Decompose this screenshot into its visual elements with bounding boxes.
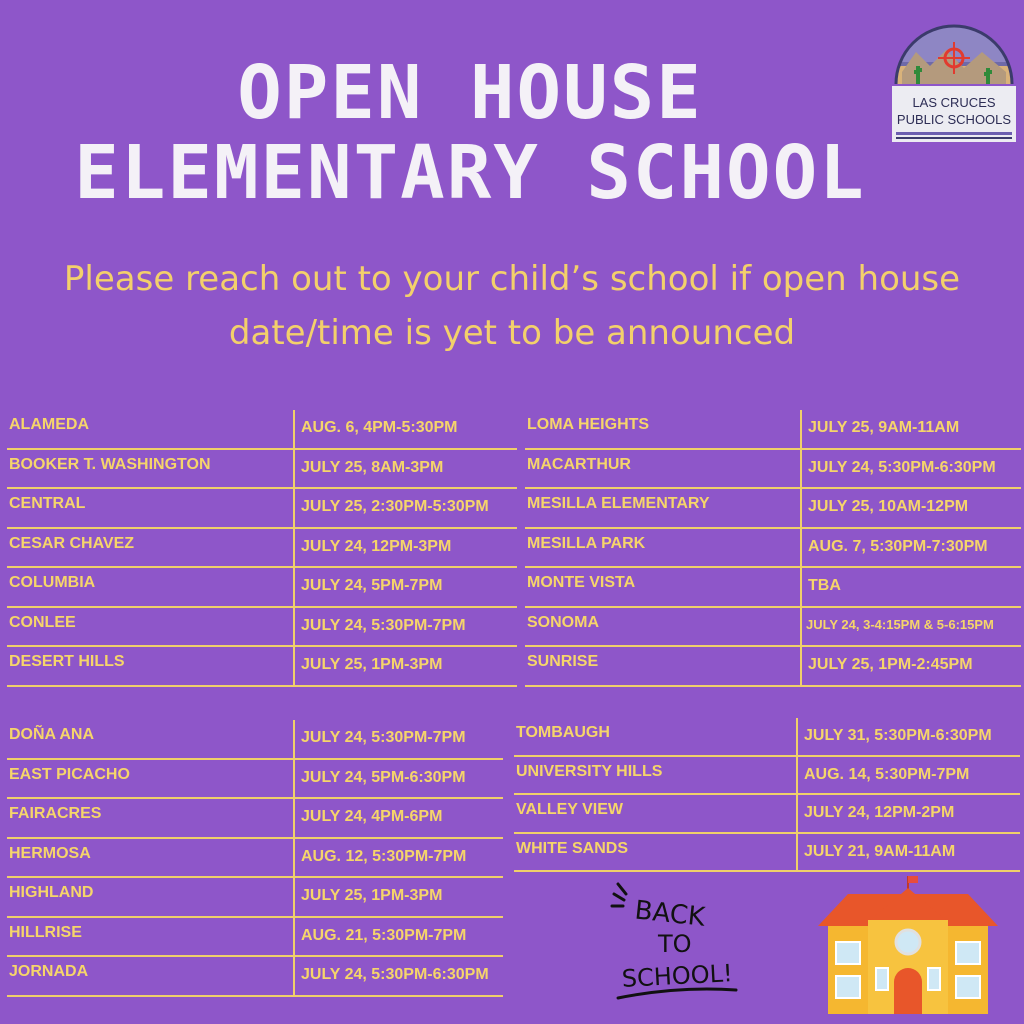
column-divider xyxy=(796,718,798,872)
open-house-time: TBA xyxy=(808,577,841,594)
open-house-time: JULY 24, 5:30PM-6:30PM xyxy=(808,458,996,476)
school-name: CONLEE xyxy=(9,613,76,631)
school-name: SUNRISE xyxy=(527,653,599,670)
open-house-time: JULY 24, 5:30PM-7PM xyxy=(301,729,466,746)
sticker-line-2: TO xyxy=(658,930,692,958)
open-house-time: JULY 25, 10AM-12PM xyxy=(808,498,969,515)
school-name: CENTRAL xyxy=(9,495,86,512)
open-house-time: JULY 25, 1PM-3PM xyxy=(301,656,443,673)
open-house-time: JULY 25, 1PM-3PM xyxy=(301,887,443,904)
logo-text-line-2: PUBLIC SCHOOLS xyxy=(896,112,1012,127)
school-name: MACARTHUR xyxy=(527,455,631,473)
school-name: HIGHLAND xyxy=(9,884,94,901)
table-row xyxy=(525,410,1021,450)
table-row xyxy=(514,757,1020,796)
school-name: HILLRISE xyxy=(9,923,82,941)
table-row xyxy=(7,878,503,918)
table-row xyxy=(7,410,517,450)
table-row xyxy=(7,568,517,608)
table-row xyxy=(514,795,1020,834)
school-building-icon xyxy=(818,874,998,1014)
open-house-time: JULY 25, 9AM-11AM xyxy=(808,419,960,436)
open-house-time: JULY 24, 3-4:15PM & 5-6:15PM xyxy=(806,616,994,632)
school-name: WHITE SANDS xyxy=(516,839,628,857)
sticker-line-3: SCHOOL! xyxy=(621,959,734,993)
table-row xyxy=(7,918,503,958)
table-row xyxy=(525,450,1021,490)
table-row xyxy=(7,760,503,800)
table-row xyxy=(7,799,503,839)
column-divider xyxy=(293,410,295,687)
open-house-time: JULY 24, 4PM-6PM xyxy=(301,808,443,825)
school-name: COLUMBIA xyxy=(9,574,96,591)
open-house-time: JULY 25, 1PM-2:45PM xyxy=(808,656,973,673)
school-name: CESAR CHAVEZ xyxy=(9,534,135,552)
open-house-time: JULY 24, 5PM-7PM xyxy=(301,577,443,594)
open-house-time: JULY 24, 5PM-6:30PM xyxy=(301,768,466,786)
table-row xyxy=(7,647,517,687)
page-title-line-1: OPEN HOUSE xyxy=(237,50,703,136)
open-house-time: JULY 31, 5:30PM-6:30PM xyxy=(804,727,992,744)
open-house-time: JULY 24, 12PM-3PM xyxy=(301,537,452,555)
open-house-time: AUG. 21, 5:30PM-7PM xyxy=(301,926,467,944)
schedule-table-top-left xyxy=(7,410,517,687)
subtitle xyxy=(10,252,1014,360)
school-name: UNIVERSITY HILLS xyxy=(516,762,663,780)
school-name: VALLEY VIEW xyxy=(516,801,623,818)
table-row xyxy=(525,529,1021,569)
column-divider xyxy=(800,410,802,687)
open-house-time: AUG. 14, 5:30PM-7PM xyxy=(804,765,970,783)
district-logo xyxy=(892,22,1016,144)
open-house-time: AUG. 7, 5:30PM-7:30PM xyxy=(808,537,988,555)
school-name: FAIRACRES xyxy=(9,805,102,822)
schedule-table-bottom-right xyxy=(514,718,1020,872)
table-row xyxy=(514,718,1020,757)
table-row xyxy=(7,608,517,648)
table-row xyxy=(525,647,1021,687)
open-house-time: JULY 25, 8AM-3PM xyxy=(301,458,444,476)
school-name: BOOKER T. WASHINGTON xyxy=(9,455,211,473)
schedule-table-bottom-left xyxy=(7,720,503,997)
open-house-time: JULY 24, 12PM-2PM xyxy=(804,804,955,821)
school-name: TOMBAUGH xyxy=(516,724,610,741)
school-name: JORNADA xyxy=(9,963,89,980)
subtitle-line-2: date/time is yet to be announced xyxy=(228,313,796,353)
open-house-time: JULY 25, 2:30PM-5:30PM xyxy=(301,498,489,515)
table-row xyxy=(525,568,1021,608)
table-row xyxy=(525,608,1021,648)
open-house-time: JULY 24, 5:30PM-6:30PM xyxy=(301,966,489,983)
table-row xyxy=(514,834,1020,873)
subtitle-line-1: Please reach out to your child’s school if open house xyxy=(63,259,961,299)
school-name: EAST PICACHO xyxy=(9,765,130,783)
page-title-line-2: ELEMENTARY SCHOOL xyxy=(74,130,866,216)
open-house-time: JULY 21, 9AM-11AM xyxy=(804,842,956,860)
open-house-time: AUG. 6, 4PM-5:30PM xyxy=(301,419,458,436)
school-name: LOMA HEIGHTS xyxy=(527,416,650,433)
table-row xyxy=(7,720,503,760)
logo-text-line-1: LAS CRUCES xyxy=(912,95,996,110)
table-row xyxy=(7,529,517,569)
school-name: ALAMEDA xyxy=(9,416,89,433)
table-row xyxy=(7,450,517,490)
schedule-table-top-right xyxy=(525,410,1021,687)
school-name: DOÑA ANA xyxy=(9,726,95,743)
open-house-time: JULY 24, 5:30PM-7PM xyxy=(301,616,466,634)
table-row xyxy=(7,957,503,997)
school-name: MONTE VISTA xyxy=(527,574,636,591)
school-name: MESILLA ELEMENTARY xyxy=(527,495,710,512)
open-house-time: AUG. 12, 5:30PM-7PM xyxy=(301,847,467,865)
school-name: HERMOSA xyxy=(9,844,91,862)
table-row xyxy=(7,489,517,529)
school-name: SONOMA xyxy=(527,613,599,631)
sticker-line-1: BACK xyxy=(633,895,707,933)
back-to-school-sticker xyxy=(608,880,758,1010)
school-name: DESERT HILLS xyxy=(9,653,125,670)
column-divider xyxy=(293,720,295,997)
school-name: MESILLA PARK xyxy=(527,534,646,552)
table-row xyxy=(525,489,1021,529)
table-row xyxy=(7,839,503,879)
